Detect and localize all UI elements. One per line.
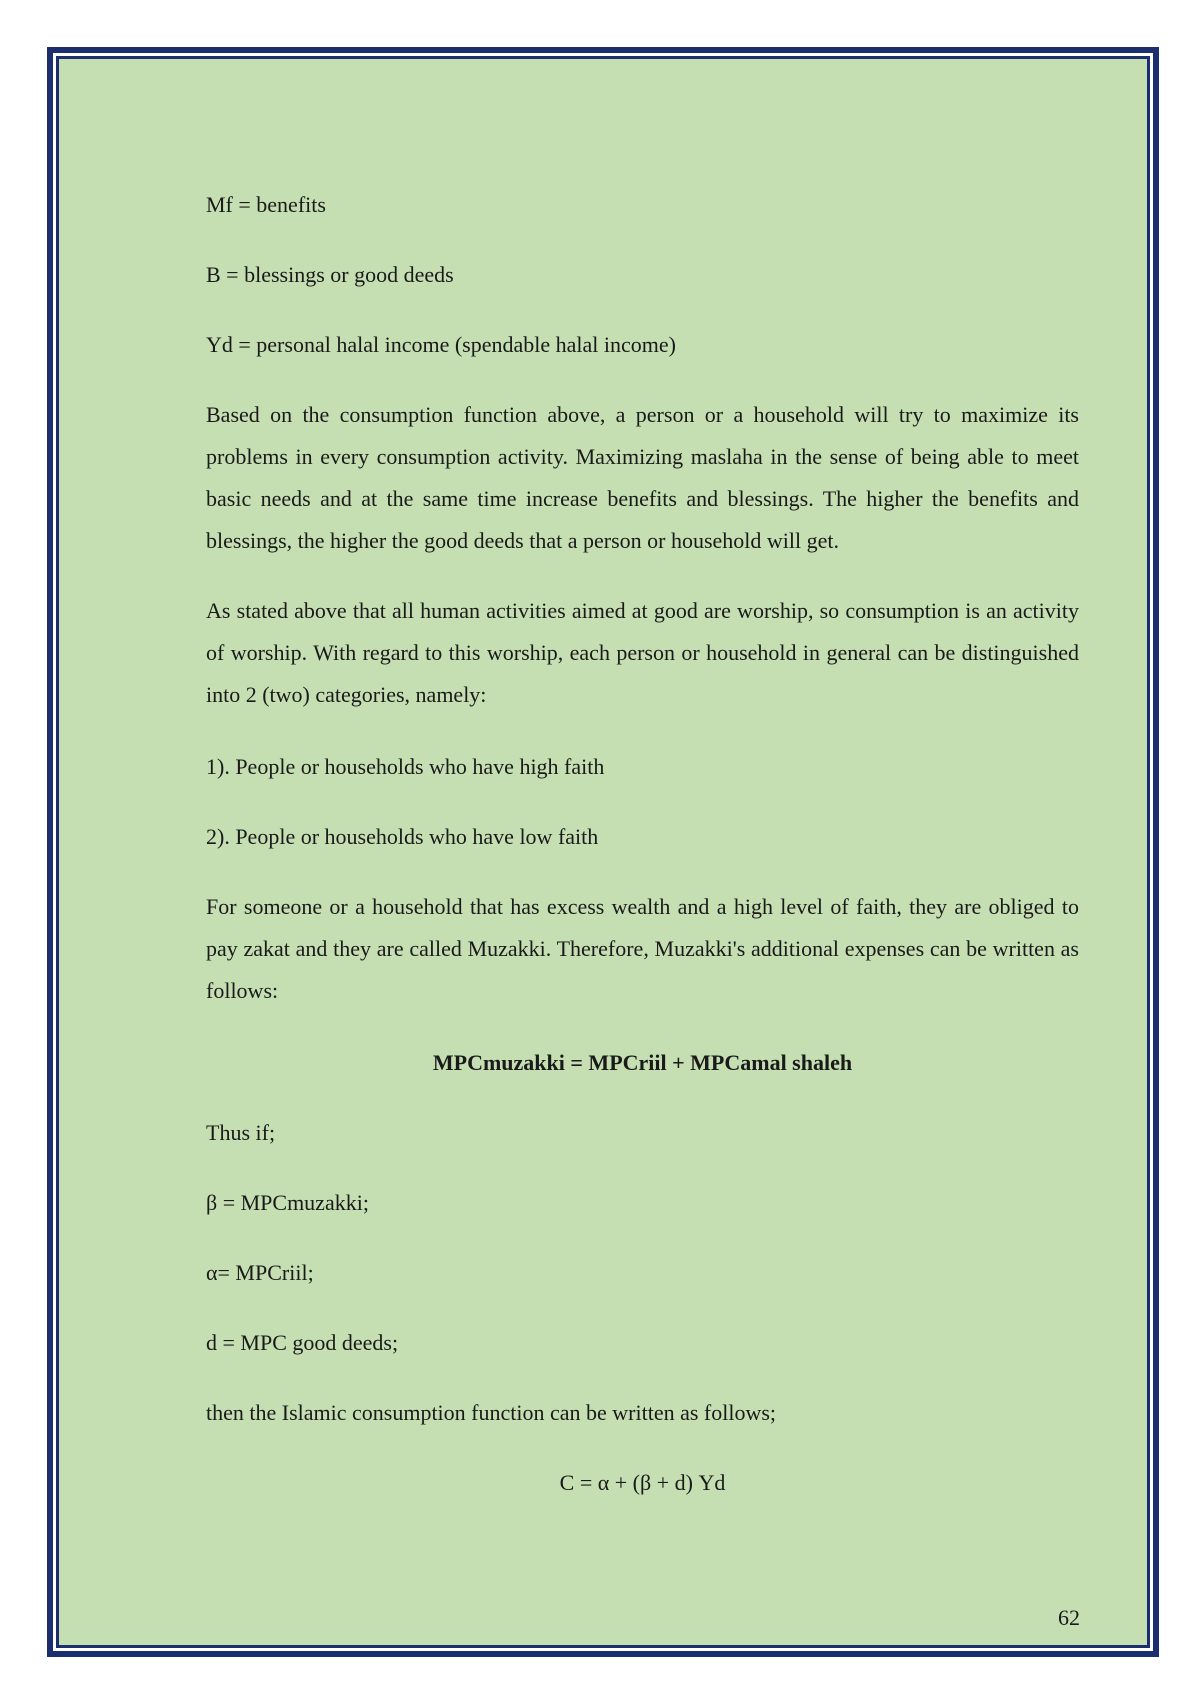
definition-b: B = blessings or good deeds [206, 262, 454, 287]
definition-d: d = MPC good deeds; [206, 1330, 399, 1355]
definition-mf: Mf = benefits [206, 192, 326, 217]
definition-yd: Yd = personal halal income (spendable halal income) [206, 332, 676, 357]
consumption-function-intro: then the Islamic consumption function can be written as follows; [206, 1400, 777, 1425]
paragraph-zakat: For someone or a household that has excess wealth and a high level of faith, they are obliged to pay zakat and they are called Muzakki. Therefore, Muzakki's additional expenses can be written as follows: [206, 894, 1079, 1003]
paragraph-consumption: Based on the consumption function above, a person or a household will try to maximize its problems in every consumption activity. Maximizing maslaha in the sense of being able to meet basic needs and at the same time increase benefits and blessings. The higher the benefits and blessings, the higher the good deeds that a person or household will get. [206, 402, 1079, 553]
definition-alpha: α= MPCriil; [206, 1260, 314, 1285]
thus-if-label: Thus if; [206, 1120, 276, 1145]
formula-mpc-muzakki: MPCmuzakki = MPCriil + MPCamal shaleh [432, 1050, 853, 1075]
list-item-low-faith: 2). People or households who have low faith [206, 824, 599, 849]
page-number: 62 [1058, 1605, 1080, 1630]
formula-consumption-function: C = α + (β + d) Yd [559, 1470, 726, 1495]
definition-beta: β = MPCmuzakki; [206, 1190, 369, 1215]
list-item-high-faith: 1). People or households who have high faith [206, 754, 605, 779]
paragraph-worship: As stated above that all human activities aimed at good are worship, so consumption is an activity of worship. With regard to this worship, each person or household in general can be distinguished into 2 (two) categories, namely: [206, 598, 1079, 707]
